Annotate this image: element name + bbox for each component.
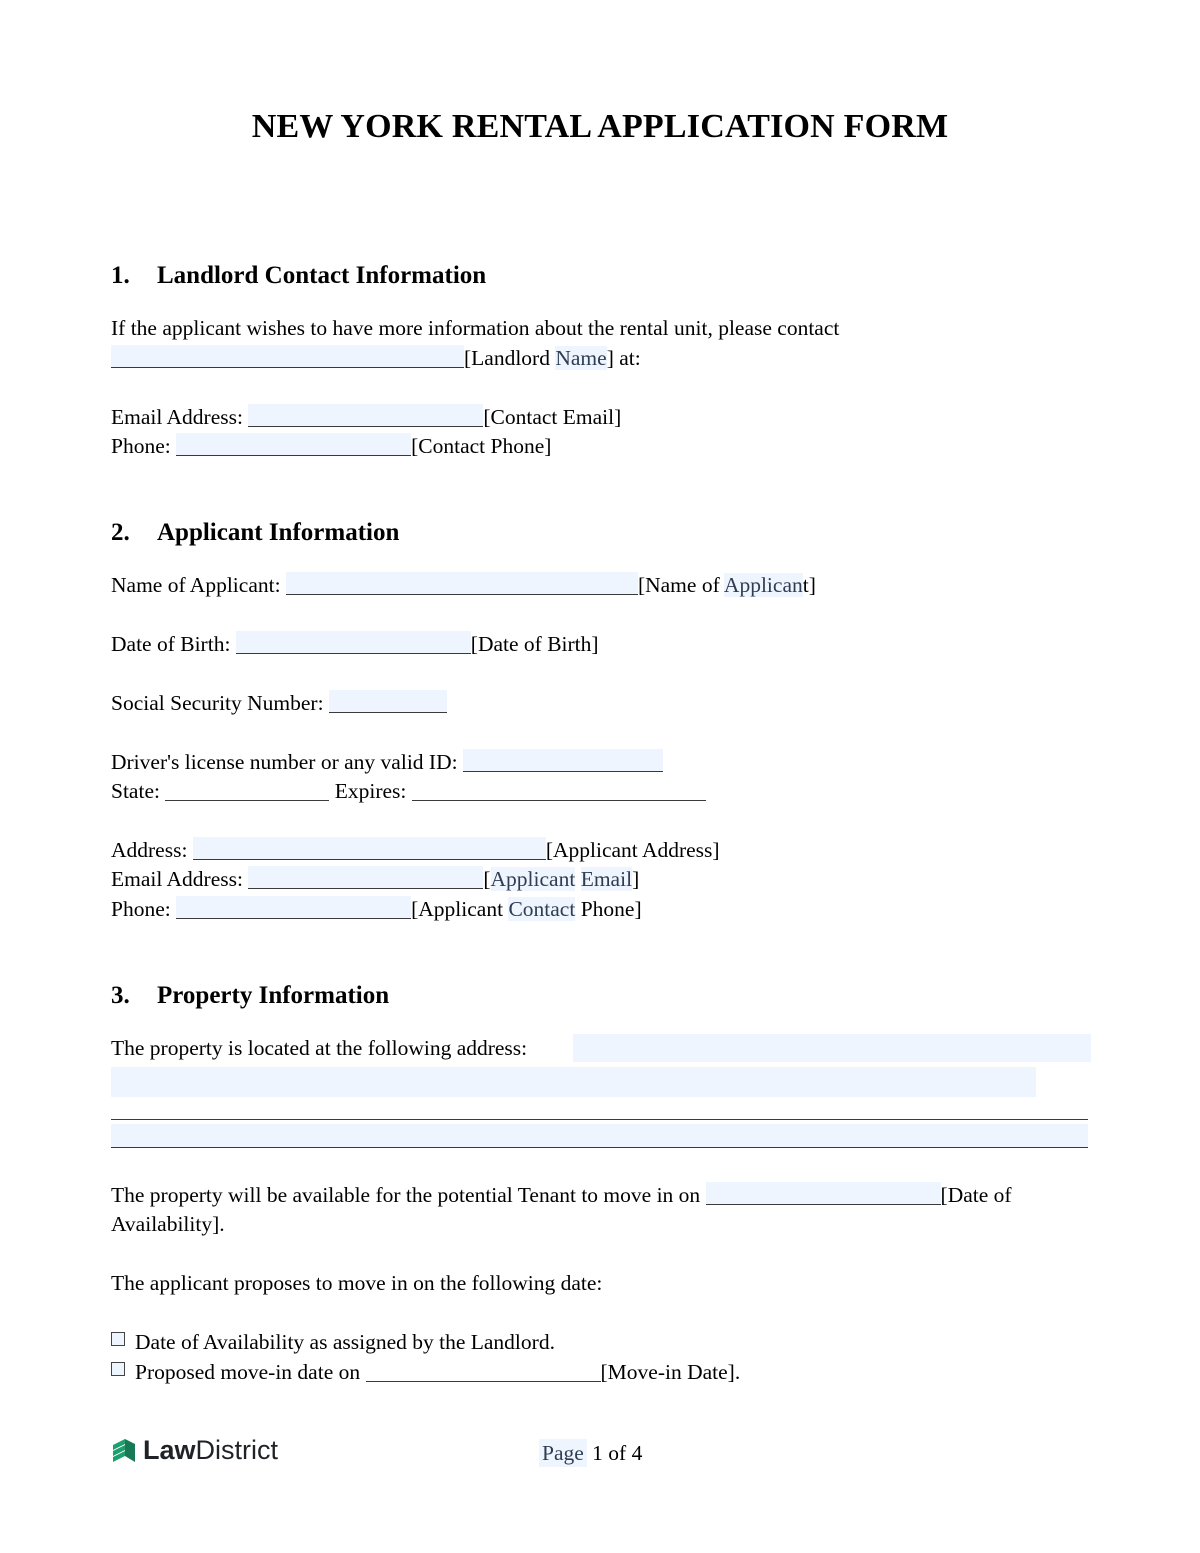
applicant-phone-label: Phone:: [111, 897, 171, 921]
dob-field[interactable]: [236, 631, 471, 654]
availability-line: [111, 1181, 1012, 1210]
expires-label: Expires:: [334, 779, 407, 803]
contact-email-label: Email Address:: [111, 405, 243, 429]
option-proposed-checkbox[interactable]: [111, 1362, 125, 1376]
section-2-title: Applicant Information: [157, 519, 400, 546]
dob-tag: [Date of Birth]: [470, 632, 599, 656]
property-address-field-1[interactable]: [573, 1034, 1091, 1062]
property-address-field-4[interactable]: [111, 1124, 1088, 1148]
availability-tag-2: Availability].: [111, 1212, 225, 1236]
ssn-field[interactable]: [329, 690, 447, 713]
ssn-label: Social Security Number:: [111, 691, 324, 715]
move-in-date-field[interactable]: [366, 1359, 601, 1382]
landlord-name-field[interactable]: [111, 345, 464, 368]
license-line: [111, 748, 663, 777]
page-number: [539, 1441, 642, 1466]
landlord-intro-text: If the applicant wishes to have more information about the rental unit, please contact: [111, 316, 840, 340]
landlord-name-tag-prefix: [Landlord: [464, 346, 556, 370]
applicant-email-field[interactable]: [248, 866, 483, 889]
applicant-email-tag-prefix: [: [483, 867, 491, 891]
applicant-phone-tag-prefix: [Applicant: [411, 897, 509, 921]
option-availability-line: [111, 1328, 555, 1357]
applicant-name-tag-suffix: t]: [802, 573, 816, 597]
applicant-email-tag-highlight-2: Email: [580, 867, 633, 891]
license-field[interactable]: [463, 749, 663, 772]
applicant-name-label: Name of Applicant:: [111, 573, 281, 597]
section-1-title: Landlord Contact Information: [157, 262, 487, 289]
section-3-number: 3.: [111, 982, 130, 1009]
ssn-line: [111, 689, 447, 718]
move-in-date-tag: [Move-in Date].: [600, 1360, 741, 1384]
state-expires-line: [111, 777, 706, 806]
page-count: 1 of 4: [586, 1441, 643, 1465]
contact-phone-tag: [Contact Phone]: [411, 434, 552, 458]
applicant-name-tag-prefix: [Name of: [637, 573, 724, 597]
applicant-name-field[interactable]: [286, 572, 638, 595]
contact-email-tag: [Contact Email]: [483, 405, 622, 429]
applicant-phone-line: [111, 895, 642, 924]
applicant-email-tag-suffix: ]: [632, 867, 640, 891]
dob-line: [111, 630, 599, 659]
state-field[interactable]: [165, 778, 329, 801]
applicant-address-label: Address:: [111, 838, 188, 862]
expires-field[interactable]: [412, 778, 706, 801]
option-proposed-line: [111, 1358, 740, 1387]
section-3-title: Property Information: [157, 982, 390, 1009]
page-word: Page: [539, 1439, 587, 1467]
section-3-heading: [111, 982, 389, 1010]
landlord-name-tag-highlight: Name: [555, 346, 607, 370]
landlord-name-tag-suffix: ] at:: [606, 346, 641, 370]
applicant-name-line: [111, 571, 816, 600]
applicant-phone-tag-highlight: Contact: [508, 897, 576, 921]
landlord-name-line: [111, 344, 641, 373]
contact-phone-field[interactable]: [176, 433, 411, 456]
option-availability-label: Date of Availability as assigned by the Landlord.: [135, 1330, 555, 1354]
applicant-name-tag-highlight: Applican: [723, 573, 803, 597]
applicant-email-line: [111, 865, 639, 894]
applicant-email-label: Email Address:: [111, 867, 243, 891]
contact-email-line: [111, 403, 621, 432]
contact-email-field[interactable]: [248, 404, 483, 427]
logo-text-district: District: [195, 1434, 279, 1465]
section-1-heading: [111, 262, 486, 290]
availability-tag-1: [Date of: [940, 1183, 1012, 1207]
applicant-address-line: [111, 836, 720, 865]
proposes-text: The applicant proposes to move in on the following date:: [111, 1271, 603, 1295]
applicant-address-field[interactable]: [193, 837, 546, 860]
document-title: NEW YORK RENTAL APPLICATION FORM: [251, 108, 949, 145]
license-label: Driver's license number or any valid ID:: [111, 750, 458, 774]
lawdistrict-logo: [111, 1434, 278, 1466]
property-address-text: The property is located at the following address:: [111, 1036, 528, 1060]
option-proposed-label: Proposed move-in date on: [135, 1360, 361, 1384]
state-label: State:: [111, 779, 160, 803]
applicant-address-tag: [Applicant Address]: [545, 838, 720, 862]
availability-text: The property will be available for the potential Tenant to move in on: [111, 1183, 701, 1207]
option-availability-checkbox[interactable]: [111, 1332, 125, 1346]
logo-text-law: Law: [143, 1434, 196, 1465]
applicant-phone-field[interactable]: [176, 896, 411, 919]
section-1-number: 1.: [111, 262, 130, 289]
property-address-field-3[interactable]: [111, 1093, 1088, 1120]
section-2-heading: [111, 519, 399, 547]
contact-phone-label: Phone:: [111, 434, 171, 458]
dob-label: Date of Birth:: [111, 632, 231, 656]
applicant-email-tag-highlight-1: Applicant: [490, 867, 576, 891]
applicant-phone-tag-suffix: Phone]: [575, 897, 642, 921]
contact-phone-line: [111, 432, 551, 461]
availability-date-field[interactable]: [706, 1182, 941, 1205]
section-2-number: 2.: [111, 519, 130, 546]
lawdistrict-logo-icon: [111, 1435, 137, 1465]
